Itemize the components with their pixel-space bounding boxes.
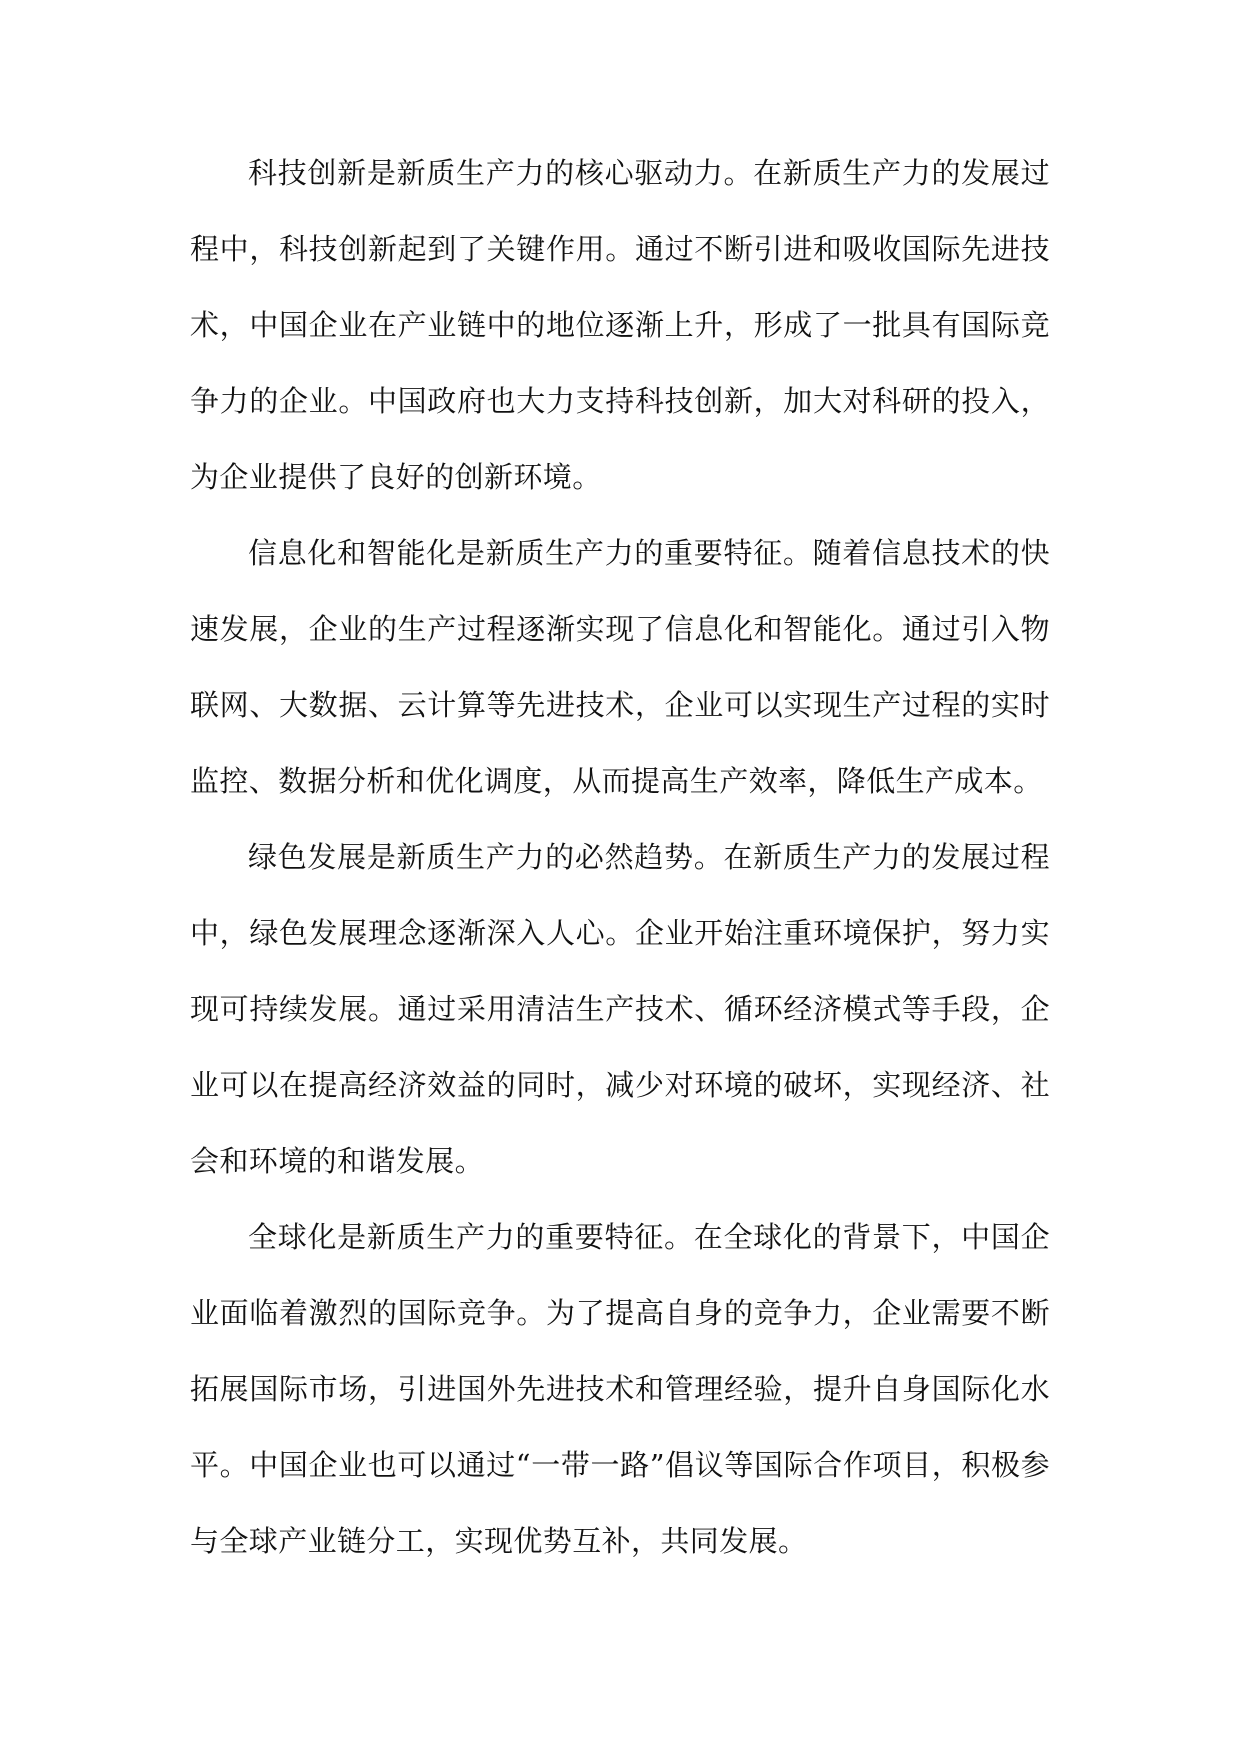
paragraph-green-development: 绿色发展是新质生产力的必然趋势。在新质生产力的发展过程中，绿色发展理念逐渐深入人心。企业开始注重环境保护，努力实现可持续发展。通过采用清洁生产技术、循环经济模式等手段，企业可以在提高经济效益的同时，减少对环境的破坏，实现经济、社会和环境的和谐发展。	[190, 840, 1050, 1178]
document-body	[190, 135, 1050, 1579]
paragraph-globalization: 全球化是新质生产力的重要特征。在全球化的背景下，中国企业面临着激烈的国际竞争。为了提高自身的竞争力，企业需要不断拓展国际市场，引进国外先进技术和管理经验，提升自身国际化水平。中国企业也可以通过“一带一路”倡议等国际合作项目，积极参与全球产业链分工，实现优势互补，共同发展。	[190, 1220, 1050, 1558]
paragraph-tech-innovation: 科技创新是新质生产力的核心驱动力。在新质生产力的发展过程中，科技创新起到了关键作用。通过不断引进和吸收国际先进技术，中国企业在产业链中的地位逐渐上升，形成了一批具有国际竞争力的企业。中国政府也大力支持科技创新，加大对科研的投入，为企业提供了良好的创新环境。	[190, 156, 1050, 494]
paragraph-informatization: 信息化和智能化是新质生产力的重要特征。随着信息技术的快速发展，企业的生产过程逐渐实现了信息化和智能化。通过引入物联网、大数据、云计算等先进技术，企业可以实现生产过程的实时监控、数据分析和优化调度，从而提高生产效率，降低生产成本。	[190, 536, 1050, 798]
